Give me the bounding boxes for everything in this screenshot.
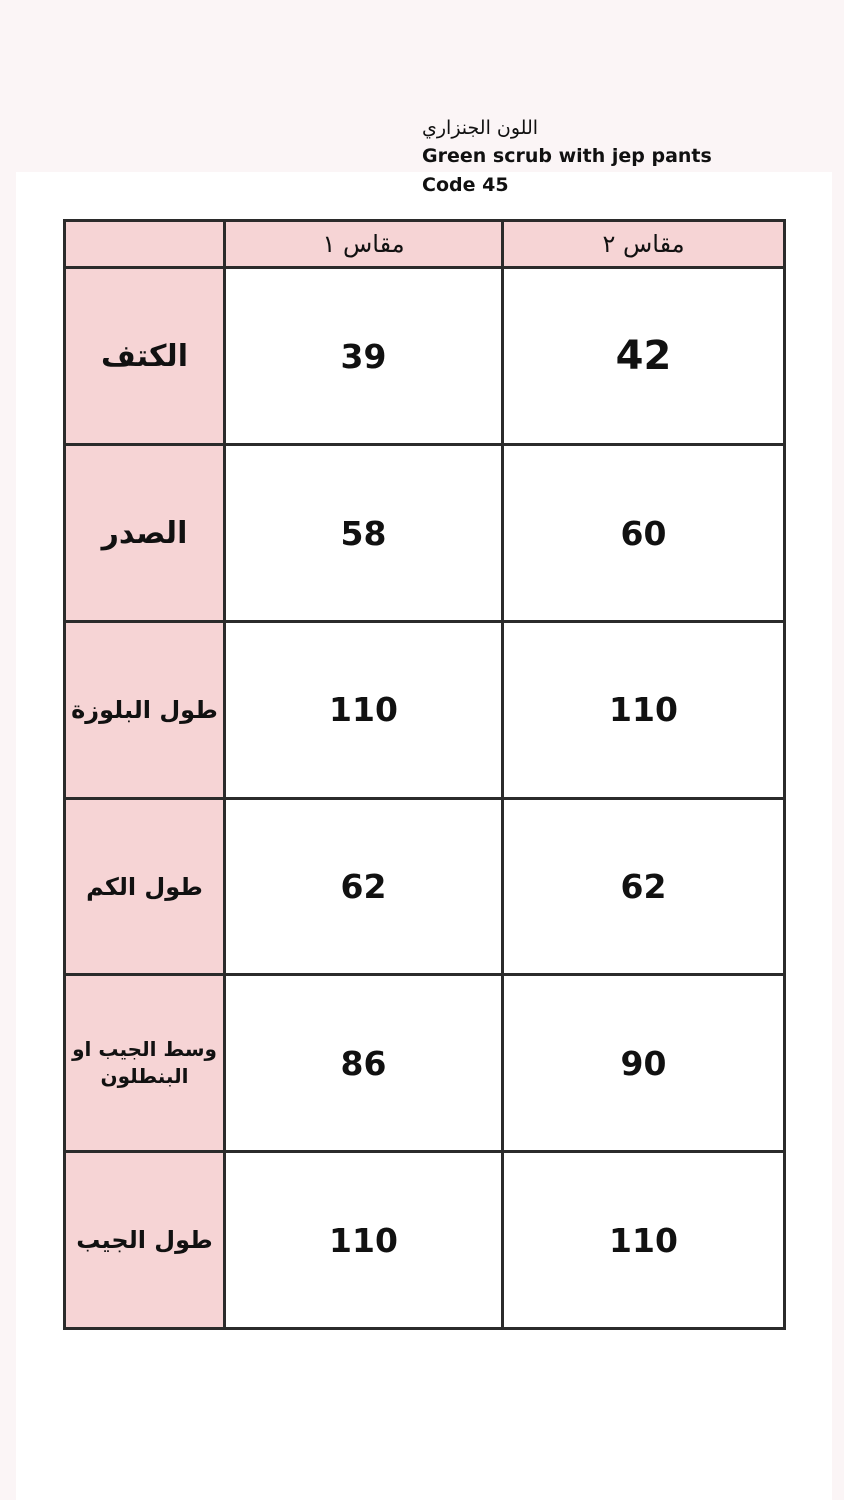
product-code: Code 45 — [422, 174, 509, 196]
row-label-shoulder: الكتف — [65, 268, 225, 445]
table-row — [65, 975, 785, 1152]
value-cell: 110 — [225, 621, 503, 798]
value-cell: 62 — [225, 798, 503, 975]
value-cell: 86 — [225, 975, 503, 1152]
value-cell: 110 — [225, 1152, 503, 1329]
value-cell: 62 — [503, 798, 785, 975]
row-label-skirt-length: طول الجيب — [65, 1152, 225, 1329]
value-cell: 60 — [503, 445, 785, 622]
row-label-waist: وسط الجيب او البنطلون — [65, 975, 225, 1152]
value-cell: 90 — [503, 975, 785, 1152]
value-cell: 42 — [503, 268, 785, 445]
table-row — [65, 445, 785, 622]
row-label-chest: الصدر — [65, 445, 225, 622]
color-label: اللون الجنزاري — [422, 117, 539, 139]
product-name: Green scrub with jep pants — [422, 145, 712, 167]
table-row — [65, 1152, 785, 1329]
table-header-row — [65, 221, 785, 268]
value-cell: 58 — [225, 445, 503, 622]
table-row — [65, 268, 785, 445]
row-label-sleeve-length: طول الكم — [65, 798, 225, 975]
product-header — [422, 114, 832, 200]
header-size-1: مقاس ١ — [225, 221, 503, 268]
value-cell: 110 — [503, 621, 785, 798]
table-row — [65, 798, 785, 975]
value-cell: 39 — [225, 268, 503, 445]
header-size-2: مقاس ٢ — [503, 221, 785, 268]
table-row — [65, 621, 785, 798]
value-cell: 110 — [503, 1152, 785, 1329]
header-corner-cell — [65, 221, 225, 268]
size-chart-table — [63, 219, 786, 1330]
row-label-blouse-length: طول البلوزة — [65, 621, 225, 798]
